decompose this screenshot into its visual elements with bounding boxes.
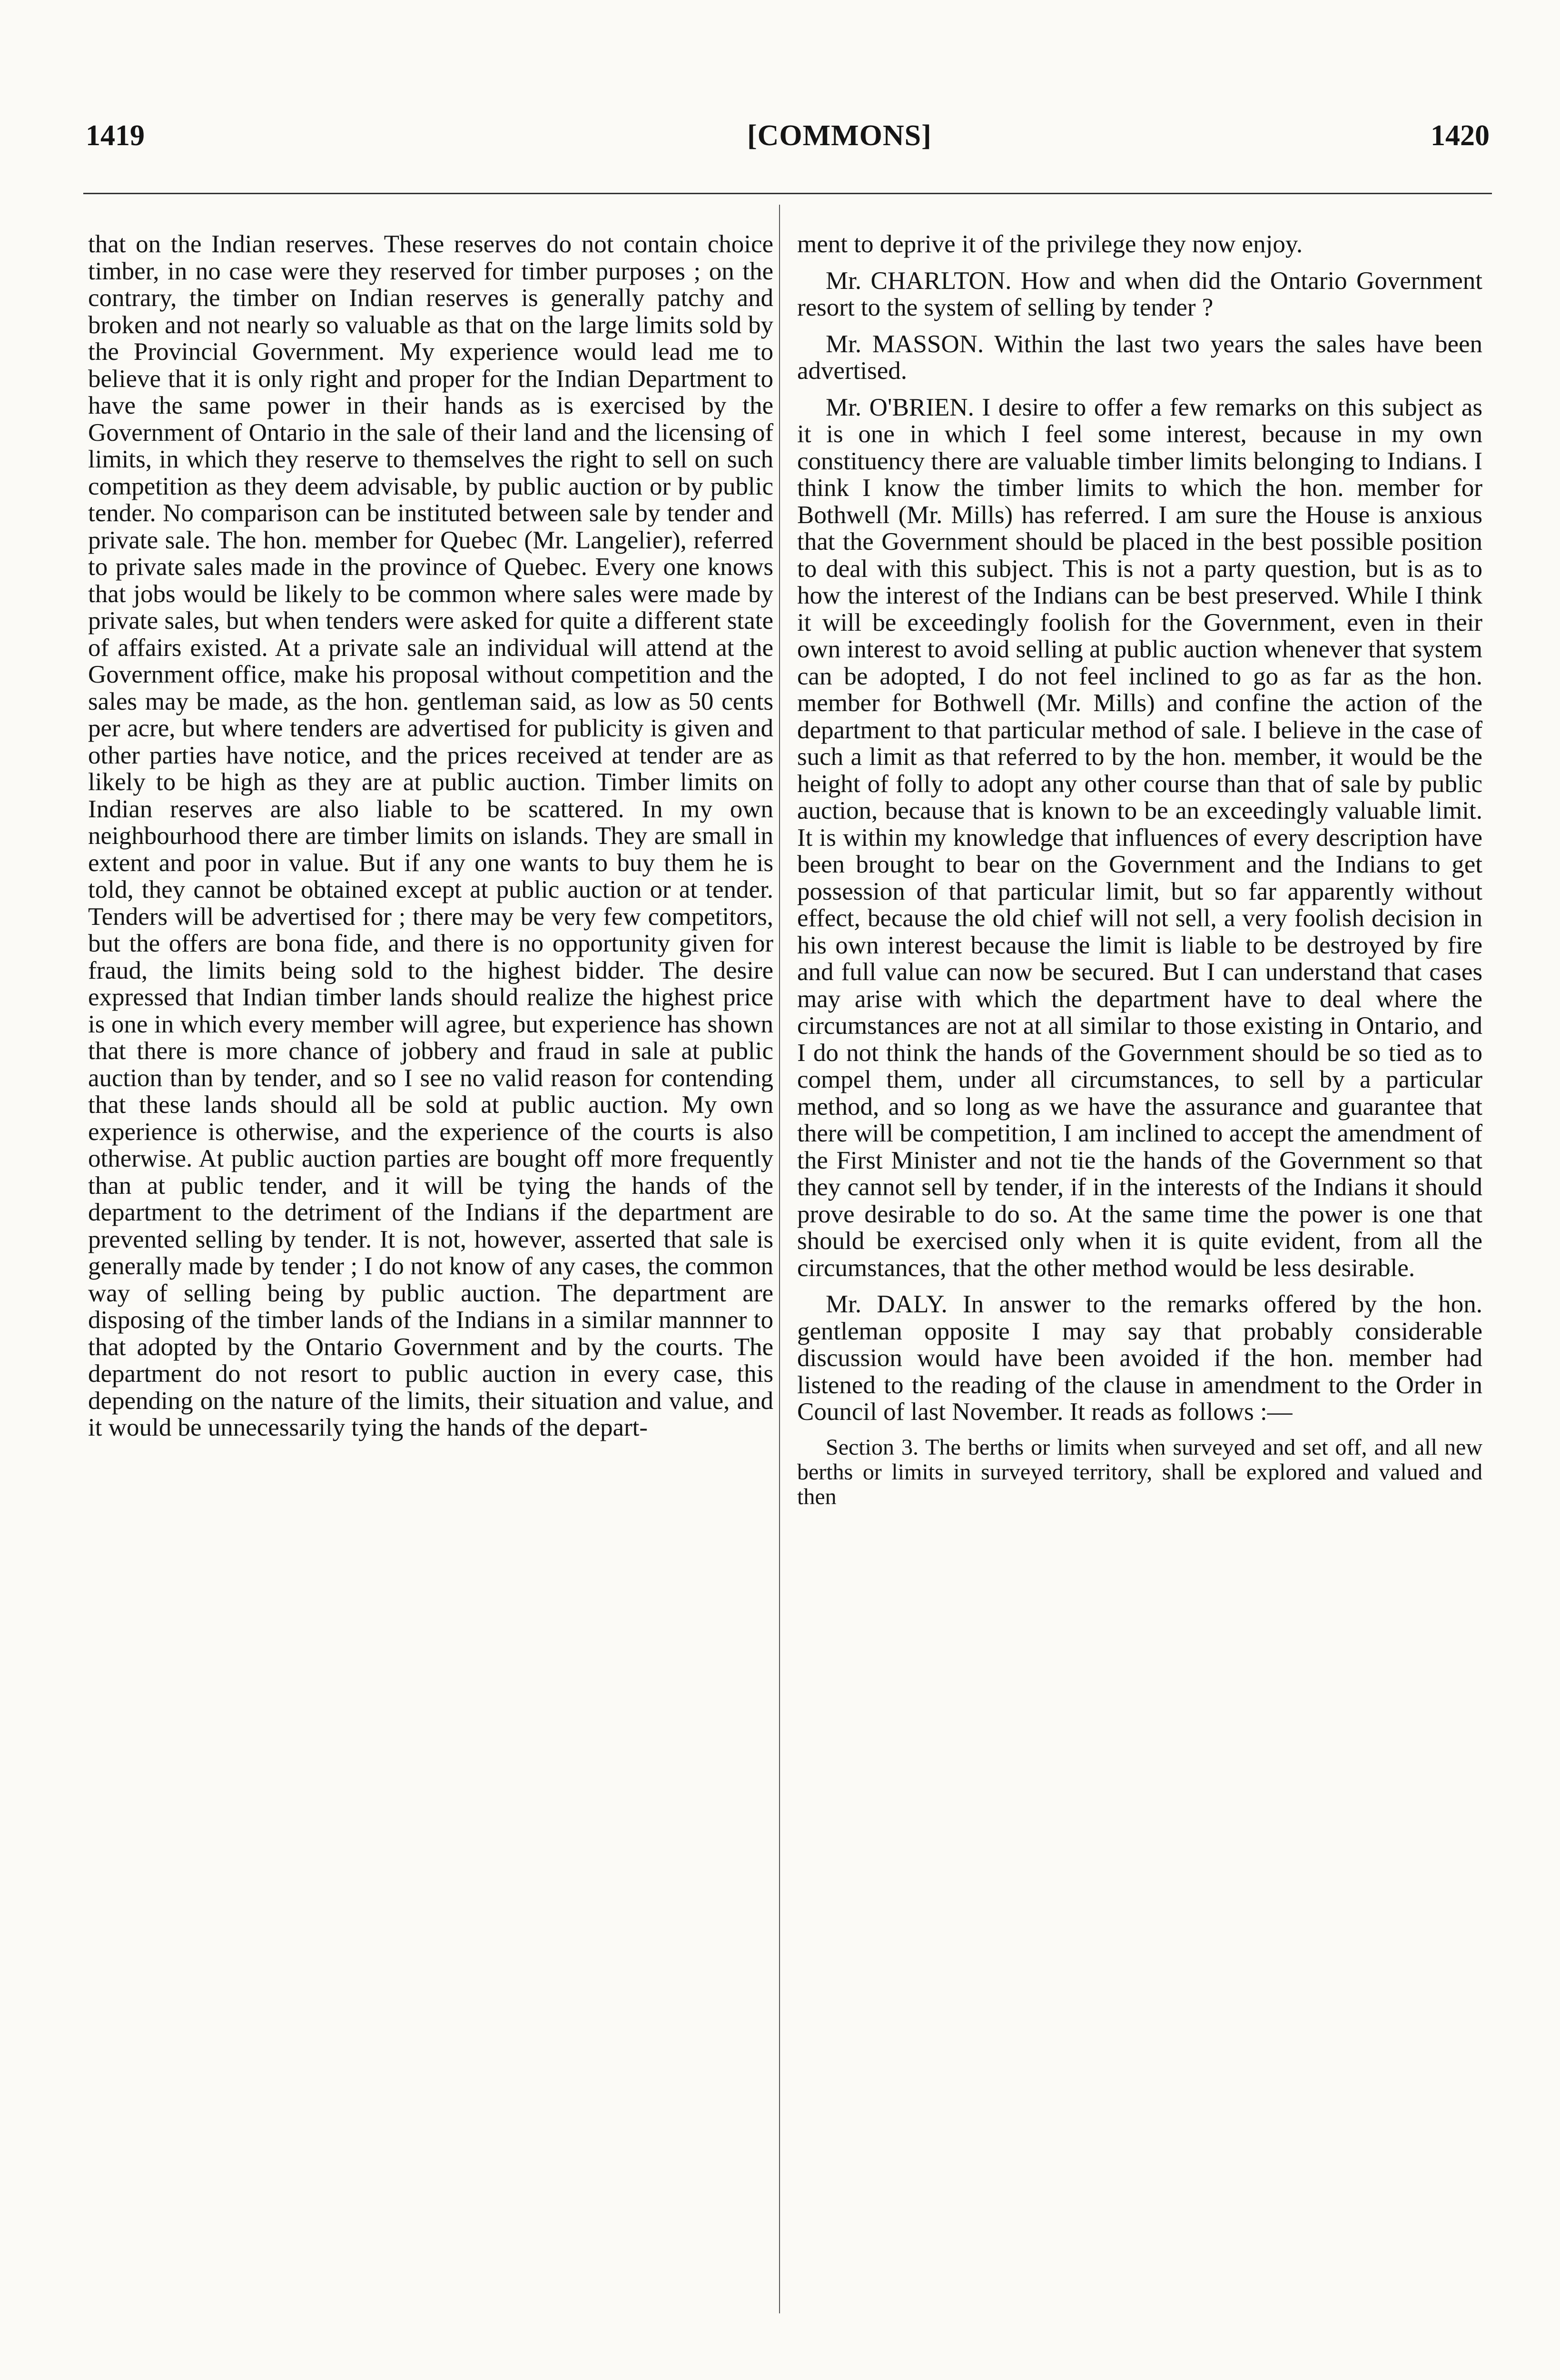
- paragraph: Mr. CHARLTON. How and when did the Ontario Government resort to the system of selling by tender ?: [797, 267, 1482, 321]
- paragraph: Mr. DALY. In answer to the remarks offered by the hon. gentleman opposite I may say that probably considerable discussion would have been avoided if the hon. member had listened to the reading of the clause in amendment to the Order in Council of last November. It reads as follows :—: [797, 1290, 1482, 1426]
- section-title: [COMMONS]: [747, 119, 932, 152]
- paragraph: that on the Indian reserves. These reserves do not contain choice timber, in no case were they reserved for timber purposes ; on the contrary, the timber on Indian reserves is generally patchy and broken and not nearly so valuable as that on the large limits sold by the Provincial Government. My experience would lead me to believe that it is only right and proper for the Indian Department to have the same power in their hands as is exercised by the Government of Ontario in the sale of their land and the licensing of limits, in which they reserve to themselves the right to sell on such competition as they deem advisable, by public auction or by public tender. No comparison can be instituted between sale by tender and private sale. The hon. member for Quebec (Mr. Langelier), referred to private sales made in the province of Quebec. Every one knows that jobs would be likely to be common where sales were made by private sales, but when tenders were asked for quite a different state of affairs existed. At a private sale an individual will attend at the Government office, make his proposal without competition and the sales may be made, as the hon. gentleman said, as low as 50 cents per acre, but where tenders are advertised for publicity is given and other parties have notice, and the prices received at tender are as likely to be high as they are at public auction. Timber limits on Indian reserves are also liable to be scattered. In my own neighbourhood there are timber limits on islands. They are small in extent and poor in value. But if any one wants to buy them he is told, they cannot be obtained except at public auction or at tender. Tenders will be advertised for ; there may be very few competitors, but the offers are bona fide, and there is no opportunity given for fraud, the limits being sold to the highest bidder. The desire expressed that Indian timber lands should realize the highest price is one in which every member will agree, but experience has shown that there is more chance of jobbery and fraud in sale at public auction than by tender, and so I see no valid reason for contending that these lands should all be sold at public auction. My own experience is otherwise, and the experience of the courts is also otherwise. At public auction parties are bought off more frequently than at public tender, and it will be tying the hands of the department to the detriment of the Indians if the department are prevented selling by tender. It is not, however, asserted that sale is generally made by tender ; I do not know of any cases, the common way of selling being by public auction. The department are disposing of the timber lands of the Indians in a similar mannner to that adopted by the Ontario Government and by the courts. The department do not resort to public auction in every case, this depending on the nature of the limits, their situation and value, and it would be unnecessarily tying the hands of the depart-: [88, 230, 773, 1441]
- left-column: [88, 231, 773, 1451]
- right-column: [797, 231, 1482, 1519]
- page-number-right: 1420: [1431, 119, 1490, 152]
- page-header: [86, 119, 1490, 157]
- quoted-section: Section 3. The berths or limits when surveyed and set off, and all new berths or limits in surveyed territory, shall be explored and valued and then: [797, 1434, 1482, 1509]
- column-divider: [779, 205, 780, 2313]
- paragraph: Mr. O'BRIEN. I desire to offer a few remarks on this subject as it is one in which I feel some interest, because in my own constituency there are valuable timber limits belonging to Indians. I think I know the timber limits to which the hon. member for Bothwell (Mr. Mills) has referred. I am sure the House is anxious that the Government should be placed in the best possible position to deal with this subject. This is not a party question, but is as to how the interest of the Indians can be best preserved. While I think it will be exceedingly foolish for the Government, even in their own interest to avoid selling at public auction whenever that system can be adopted, I do not feel inclined to go as far as the hon. member for Bothwell (Mr. Mills) and confine the action of the department to that particular method of sale. I believe in the case of such a limit as that referred to by the hon. member, it would be the height of folly to adopt any other course than that of sale by public auction, because that is known to be an exceedingly valuable limit. It is within my knowledge that influences of every description have been brought to bear on the Government and the Indians to get possession of that particular limit, but so far apparently without effect, because the old chief will not sell, a very foolish decision in his own interest because the limit is liable to be destroyed by fire and full value can now be secured. But I can understand that cases may arise with which the department have to deal where the circumstances are not at all similar to those existing in Ontario, and I do not think the hands of the Government should be so tied as to compel them, under all circumstances, to sell by a particular method, and so long as we have the assurance and guarantee that there will be competition, I am inclined to accept the amendment of the First Minister and not tie the hands of the Government so that they cannot sell by tender, if in the interests of the Indians it should prove desirable to do so. At the same time the power is one that should be exercised only when it is quite evident, from all the circumstances, that the other method would be less desirable.: [797, 393, 1482, 1282]
- header-rule: [83, 193, 1492, 194]
- paragraph: Mr. MASSON. Within the last two years the sales have been advertised.: [797, 330, 1482, 385]
- paragraph: ment to deprive it of the privilege they now enjoy.: [797, 230, 1303, 258]
- page-number-left: 1419: [86, 119, 145, 152]
